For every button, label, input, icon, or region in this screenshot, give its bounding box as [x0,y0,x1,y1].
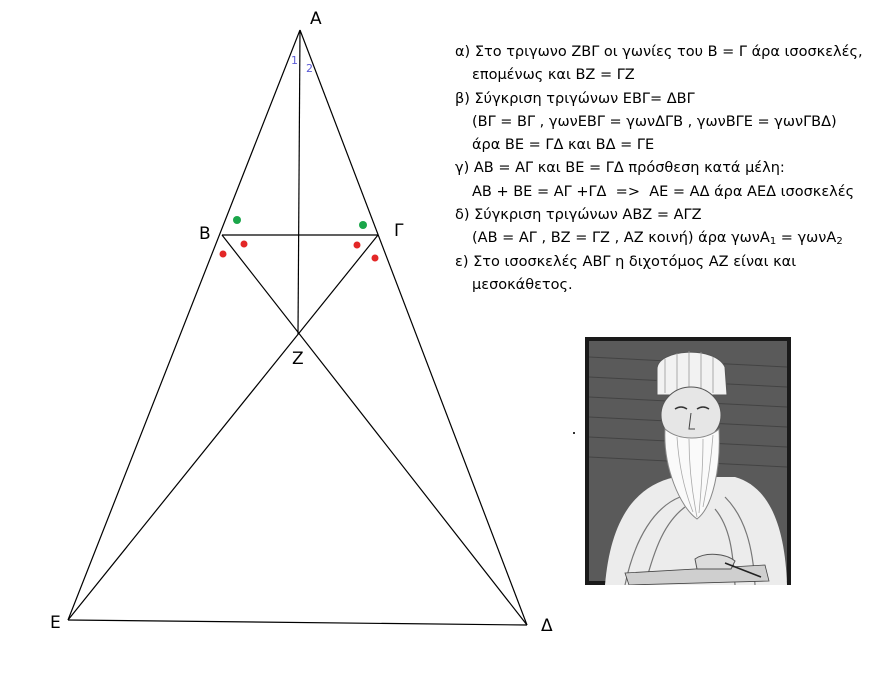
proof-text: β) Σύγκριση τριγώνων ΕΒΓ= ΔΒΓ [455,90,695,107]
angle-mark-red-G-inner [354,242,361,249]
proof-text: μεσοκάθετος. [472,276,573,293]
segment-GE [68,235,378,620]
proof-step-e [455,251,875,298]
proof-step-b [455,88,875,158]
segment-ED [68,620,527,625]
vertex-label-Z: Z [292,349,304,369]
proof-conclusion-line [455,227,875,250]
proof-text: α) Στο τριγωνο ΖΒΓ οι γωνίες του Β = Γ άρα ισοσκελές, [455,44,863,60]
angle-mark-red-B-inner [241,241,248,248]
proof-text: (ΒΓ = ΒΓ , γωνΕΒΓ = γωνΔΓΒ , γωνΒΓΕ = γωνΓΒΔ) [472,113,837,130]
angle-mark-green-G [359,221,367,229]
vertex-label-E: E [50,613,61,633]
vertex-label-D: Δ [541,616,553,636]
segment-AZ [298,30,300,334]
subscript: 2 [836,236,843,248]
proof-step-a [455,41,875,88]
angle-mark-green-B [233,216,241,224]
segment-AE [68,30,300,620]
vertex-label-G: Γ [394,221,404,241]
proof-text: δ) Σύγκριση τριγώνων ΑΒΖ = ΑΓΖ [455,207,702,224]
angle-label-A2: 2 [306,62,313,75]
angle-mark-red-B-outer [220,251,227,258]
proof-text: επομένως και ΒΖ = ΓΖ [472,67,635,84]
proof-text: ε) Στο ισοσκελές ΑΒΓ η διχοτόμος ΑΖ είναι και [455,253,797,270]
vertex-label-A: A [310,9,322,29]
proof-text: ΑΒ + ΒΕ = ΑΓ +ΓΔ => ΑΕ = ΑΔ άρα ΑΕΔ ισοσκελές [472,183,855,200]
stray-dot [573,432,575,434]
angle-mark-red-G-outer [372,255,379,262]
vertex-label-B: B [199,224,211,244]
proof-text: γ) ΑΒ = ΑΓ και ΒΕ = ΓΔ πρόσθεση κατά μέλη: [455,160,785,177]
proof-step-d [455,204,875,251]
proof-text: = γωνΑ [776,230,837,247]
proof-text: άρα ΒΕ = ΓΔ και ΒΔ = ΓΕ [472,137,655,154]
proof-steps [455,41,875,297]
proof-text: (ΑΒ = ΑΓ , ΒΖ = ΓΖ , ΑΖ κοινή) άρα γωνΑ [472,230,770,247]
angle-label-A1: 1 [291,54,298,67]
portrait-engraving [585,337,791,585]
subscript: 1 [769,236,777,248]
proof-step-c [455,157,875,204]
